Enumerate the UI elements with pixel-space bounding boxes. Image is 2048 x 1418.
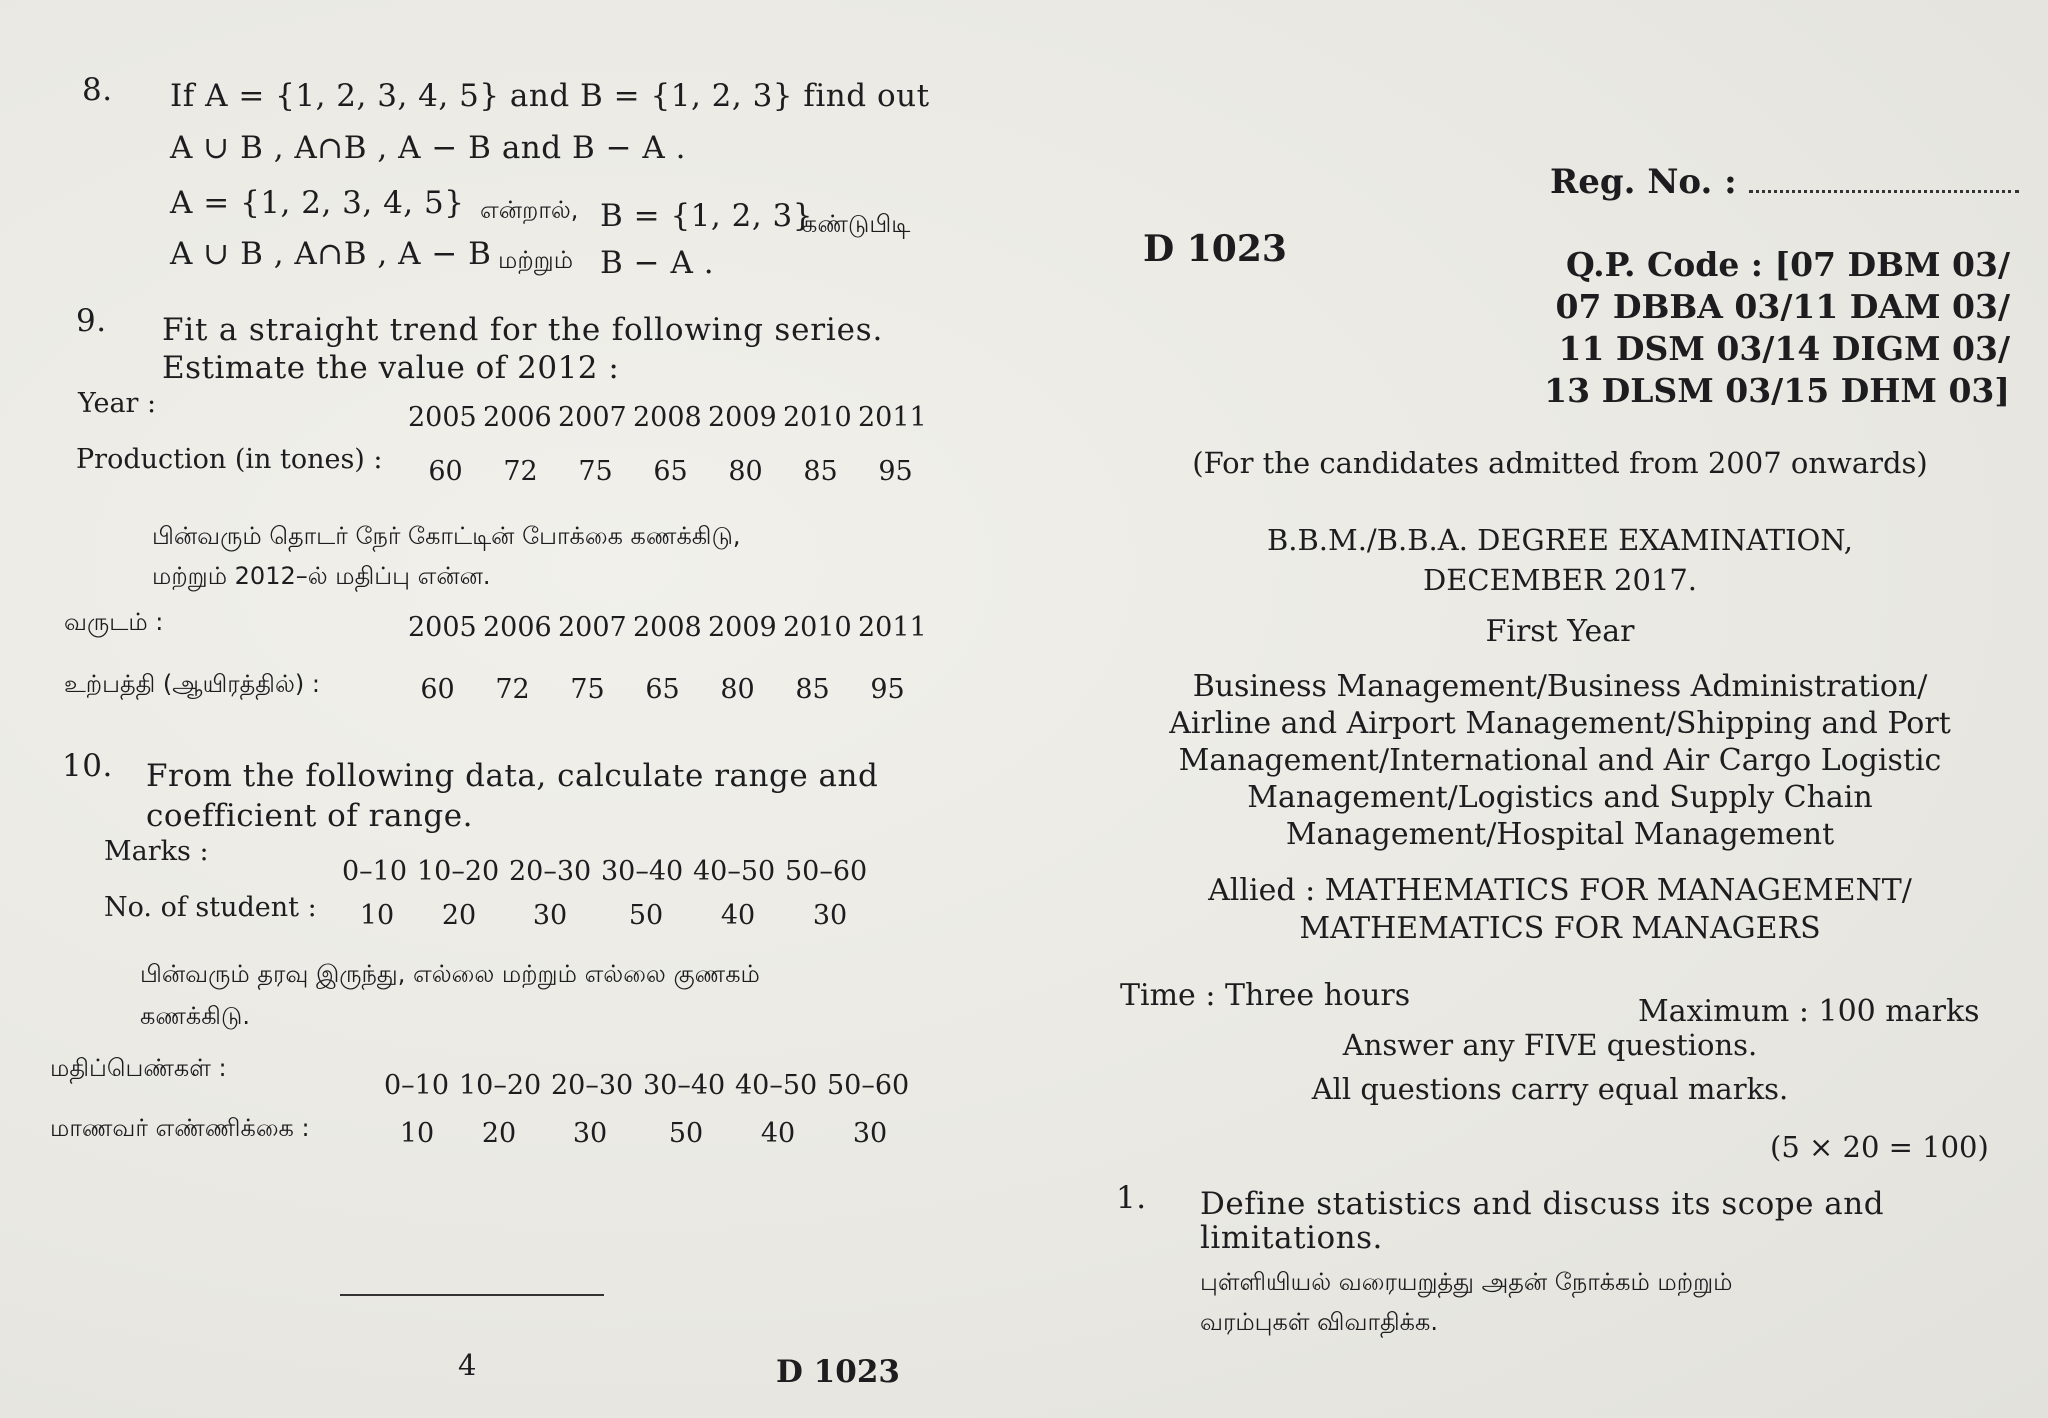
q9-ta-production-cell: 75: [570, 674, 605, 705]
q9-production-cell: 85: [803, 456, 838, 487]
end-separator: [340, 1294, 604, 1296]
subject-line: Management/Hospital Management: [1285, 817, 1835, 852]
q10-ta-students-cell: 30: [572, 1118, 608, 1149]
q10-ta-marks-cell: 0–10: [384, 1070, 450, 1101]
q9-ta-year-cell: 2011: [858, 612, 927, 643]
footer-code: D 1023: [776, 1354, 900, 1390]
q9-production-cell: 60: [428, 456, 463, 487]
q9-line2: Estimate the value of 2012 :: [162, 350, 620, 386]
q10-ta-marks-cell: 30–40: [643, 1070, 726, 1101]
q10-students-label: No. of student :: [104, 892, 317, 923]
subject-line: Management/International and Air Cargo Logistic: [1178, 743, 1942, 778]
q9-line1: Fit a straight trend for the following series.: [162, 312, 884, 348]
q10-marks-cell: 50–60: [785, 856, 868, 887]
q8-ta-line1-a: A = {1, 2, 3, 4, 5}: [170, 185, 465, 221]
q10-ta-line2: கணக்கிடு.: [140, 1002, 250, 1030]
qp-code-line: 07 DBBA 03/11 DAM 03/: [1555, 287, 2010, 326]
q10-line1: From the following data, calculate range and: [146, 758, 879, 794]
exam-title-line1: B.B.M./B.B.A. DEGREE EXAMINATION,: [1266, 523, 1854, 557]
allied-line1: Allied : MATHEMATICS FOR MANAGEMENT/: [1208, 873, 1912, 908]
qp-code-line: 13 DLSM 03/15 DHM 03]: [1544, 371, 2010, 410]
q1-line1: Define statistics and discuss its scope and: [1200, 1186, 1885, 1222]
q10-students-row: [336, 900, 876, 931]
q10-marks-cell: 30–40: [601, 856, 684, 887]
q9-production-cell: 95: [878, 456, 913, 487]
subject-line: Management/Logistics and Supply Chain: [1247, 780, 1873, 815]
qp-code-line: Q.P. Code : [07 DBM 03/: [1566, 245, 2010, 284]
subjects-block: [1110, 668, 2010, 853]
q10-ta-marks-cell: 20–30: [551, 1070, 634, 1101]
q10-ta-students-row: [376, 1118, 916, 1149]
q10-ta-marks-row: [384, 1070, 919, 1101]
q10-students-cell: 10: [359, 900, 395, 931]
q8-line2: A ∪ B , A∩B , A − B and B − A .: [170, 130, 687, 166]
total-marks: (5 × 20 = 100): [1770, 1130, 1989, 1164]
q9-ta-year-row: [408, 612, 933, 643]
q10-ta-marks-cell: 40–50: [735, 1070, 818, 1101]
q1-ta-line1: புள்ளியியல் வரையறுத்து அதன் நோக்கம் மற்றும்: [1200, 1268, 1733, 1296]
q10-students-cell: 40: [720, 900, 756, 931]
q9-ta-production-cell: 85: [795, 674, 830, 705]
q10-ta-line1: பின்வரும் தரவு இருந்து, எல்லை மற்றும் எல்லை குணகம்: [140, 960, 760, 988]
q1-number: 1.: [1116, 1180, 1147, 1216]
q9-production-cell: 80: [728, 456, 763, 487]
allied-subject: [1110, 872, 2010, 948]
year-heading: First Year: [1485, 614, 1635, 649]
q9-year-cell: 2008: [633, 402, 702, 433]
q9-ta-production-cell: 60: [420, 674, 455, 705]
q10-students-cell: 50: [628, 900, 664, 931]
q8-ta-line1-b: என்றால்,: [480, 196, 579, 224]
q9-number: 9.: [76, 303, 107, 339]
qp-code-block: [1540, 244, 2010, 412]
max-marks: Maximum : 100 marks: [1638, 994, 1980, 1029]
q10-students-cell: 30: [532, 900, 568, 931]
q10-marks-row: [342, 856, 877, 887]
q9-year-label: Year :: [78, 388, 157, 419]
q9-production-cell: 65: [653, 456, 688, 487]
subject-line: Business Management/Business Administration/: [1192, 669, 1928, 704]
q10-line2: coefficient of range.: [146, 798, 473, 834]
q10-marks-cell: 20–30: [509, 856, 592, 887]
paper-code: D 1023: [1143, 228, 1287, 270]
q10-ta-students-cell: 50: [668, 1118, 704, 1149]
q8-ta-line1-c: B = {1, 2, 3}: [600, 198, 813, 234]
q10-marks-cell: 0–10: [342, 856, 408, 887]
q9-ta-production-row: [400, 674, 925, 705]
q9-ta-production-cell: 72: [495, 674, 530, 705]
q10-ta-students-cell: 20: [481, 1118, 517, 1149]
q10-ta-students-label: மாணவர் எண்ணிக்கை :: [50, 1114, 310, 1142]
q9-ta-year-cell: 2010: [783, 612, 852, 643]
q10-students-cell: 30: [812, 900, 848, 931]
reg-no-blank: [1749, 170, 2019, 193]
q9-ta-production-label: உற்பத்தி (ஆயிரத்தில்) :: [64, 670, 320, 698]
q8-ta-line2-c: B − A .: [600, 245, 715, 281]
q9-year-cell: 2011: [858, 402, 927, 433]
q9-ta-year-cell: 2007: [558, 612, 627, 643]
q8-line1: If A = {1, 2, 3, 4, 5} and B = {1, 2, 3} find out: [170, 78, 930, 114]
q10-number: 10.: [62, 748, 113, 784]
q10-ta-marks-cell: 50–60: [827, 1070, 910, 1101]
q9-ta-year-cell: 2005: [408, 612, 477, 643]
instruction-1: Answer any FIVE questions.: [1342, 1028, 1758, 1062]
q10-marks-cell: 40–50: [693, 856, 776, 887]
subject-line: Airline and Airport Management/Shipping and Port: [1169, 706, 1951, 741]
q9-ta-line1: பின்வரும் தொடர் நேர் கோட்டின் போக்கை கணக்கிடு,: [152, 522, 741, 550]
reg-no-text: Reg. No. :: [1550, 162, 1737, 202]
q9-production-label: Production (in tones) :: [76, 444, 383, 475]
q9-year-cell: 2007: [558, 402, 627, 433]
q9-year-cell: 2006: [483, 402, 552, 433]
q9-ta-year-cell: 2008: [633, 612, 702, 643]
q10-ta-students-cell: 40: [760, 1118, 796, 1149]
q10-ta-marks-cell: 10–20: [459, 1070, 542, 1101]
qp-code-line: 11 DSM 03/14 DIGM 03/: [1558, 329, 2010, 368]
q10-ta-students-cell: 30: [852, 1118, 888, 1149]
q10-marks-cell: 10–20: [417, 856, 500, 887]
q9-ta-production-cell: 80: [720, 674, 755, 705]
q8-ta-line2-b: மற்றும்: [498, 246, 574, 274]
q9-ta-production-cell: 65: [645, 674, 680, 705]
q9-year-cell: 2010: [783, 402, 852, 433]
reg-no-label: [1550, 162, 2019, 202]
q9-ta-line2: மற்றும் 2012–ல் மதிப்பு என்ன.: [152, 562, 491, 590]
q10-marks-label: Marks :: [104, 836, 209, 867]
q9-production-cell: 72: [503, 456, 538, 487]
q9-ta-production-cell: 95: [870, 674, 905, 705]
q1-ta-line2: வரம்புகள் விவாதிக்க.: [1200, 1308, 1438, 1336]
allied-line2: MATHEMATICS FOR MANAGERS: [1299, 911, 1821, 946]
admitted-note: (For the candidates admitted from 2007 onwards): [1192, 446, 1928, 480]
q9-ta-year-cell: 2009: [708, 612, 777, 643]
q9-year-cell: 2005: [408, 402, 477, 433]
time-allowed: Time : Three hours: [1120, 978, 1411, 1013]
q8-number: 8.: [82, 72, 113, 108]
exam-title: [1110, 520, 2010, 600]
q8-ta-line2-a: A ∪ B , A∩B , A − B: [170, 236, 492, 272]
q10-ta-marks-label: மதிப்பெண்கள் :: [50, 1054, 227, 1082]
page-number: 4: [458, 1348, 477, 1382]
q1-line2: limitations.: [1200, 1220, 1383, 1256]
exam-title-line2: DECEMBER 2017.: [1422, 563, 1698, 597]
q9-year-cell: 2009: [708, 402, 777, 433]
q9-ta-year-cell: 2006: [483, 612, 552, 643]
q9-ta-year-label: வருடம் :: [64, 608, 164, 636]
q8-ta-line1-d: கண்டுபிடி: [802, 210, 911, 238]
q9-year-row: [408, 402, 933, 433]
instruction-2: All questions carry equal marks.: [1311, 1072, 1789, 1106]
q10-ta-students-cell: 10: [399, 1118, 435, 1149]
q9-production-cell: 75: [578, 456, 613, 487]
q10-students-cell: 20: [441, 900, 477, 931]
q9-production-row: [408, 456, 933, 487]
